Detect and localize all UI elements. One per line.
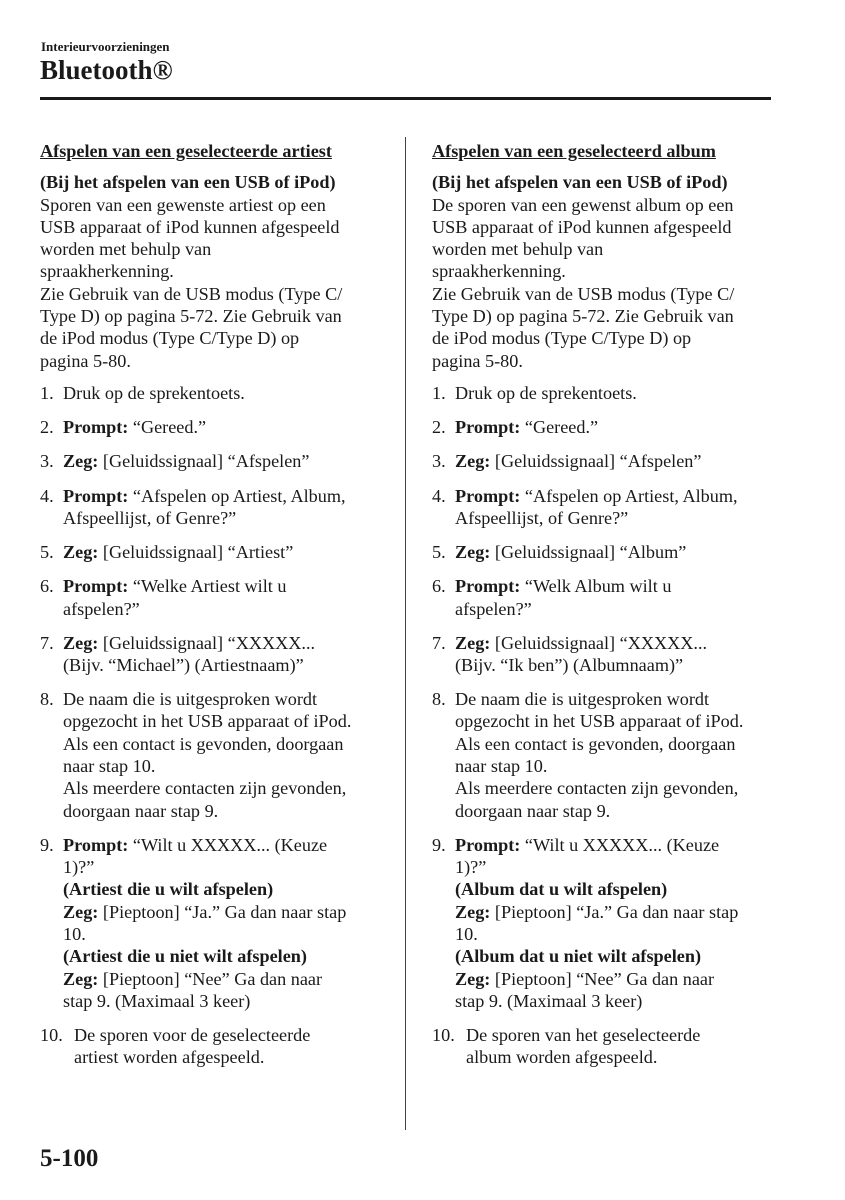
step-line bbox=[63, 688, 385, 710]
intro-line: Type D) op pagina 5-72. Zie Gebruik van bbox=[432, 306, 734, 327]
step-item bbox=[40, 485, 385, 530]
step-line bbox=[63, 800, 385, 822]
step-number: 1. bbox=[40, 382, 54, 403]
step-fragment: “Gereed.” bbox=[520, 417, 599, 438]
intro-line: De sporen van een gewenst album op een bbox=[432, 194, 734, 215]
step-line bbox=[455, 777, 777, 799]
step-keyword: Prompt: bbox=[63, 417, 129, 438]
step-text bbox=[455, 416, 777, 438]
step-line bbox=[455, 834, 777, 856]
step-item bbox=[432, 541, 777, 563]
step-line bbox=[455, 945, 777, 967]
step-fragment: opgezocht in het USB apparaat of iPod. bbox=[63, 711, 352, 732]
step-keyword: Prompt: bbox=[455, 485, 521, 506]
step-fragment: Druk op de sprekentoets. bbox=[63, 382, 245, 403]
step-fragment: “Wilt u XXXXX... (Keuze bbox=[520, 834, 720, 855]
step-text bbox=[455, 382, 777, 404]
step-line bbox=[455, 923, 777, 945]
step-keyword: Prompt: bbox=[63, 834, 129, 855]
step-fragment: Als een contact is gevonden, doorgaan bbox=[455, 733, 736, 754]
step-fragment: Als een contact is gevonden, doorgaan bbox=[63, 733, 344, 754]
step-line bbox=[63, 450, 385, 472]
step-text bbox=[63, 450, 385, 472]
step-item bbox=[40, 382, 385, 404]
step-number: 6. bbox=[432, 576, 446, 597]
step-line bbox=[63, 901, 385, 923]
step-text bbox=[455, 541, 777, 563]
step-number: 3. bbox=[432, 451, 446, 472]
intro-line: spraakherkenning. bbox=[40, 261, 174, 282]
step-line bbox=[455, 450, 777, 472]
step-fragment: album worden afgespeeld. bbox=[466, 1047, 658, 1068]
step-line bbox=[63, 990, 385, 1012]
step-number: 5. bbox=[40, 542, 54, 563]
step-keyword: Zeg: bbox=[455, 451, 491, 472]
step-line bbox=[455, 990, 777, 1012]
step-fragment: [Geluidssignaal] “Afspelen” bbox=[490, 451, 702, 472]
step-line bbox=[63, 878, 385, 900]
step-number: 8. bbox=[40, 689, 54, 710]
step-line bbox=[455, 800, 777, 822]
step-text bbox=[455, 450, 777, 472]
intro-line: worden met behulp van bbox=[432, 239, 604, 260]
step-fragment: stap 9. (Maximaal 3 keer) bbox=[63, 990, 251, 1011]
step-line bbox=[63, 945, 385, 967]
step-item bbox=[432, 688, 777, 822]
step-text bbox=[455, 632, 777, 677]
step-text bbox=[63, 575, 385, 620]
step-fragment: opgezocht in het USB apparaat of iPod. bbox=[455, 711, 744, 732]
step-item bbox=[40, 688, 385, 822]
step-fragment: 10. bbox=[455, 924, 478, 945]
step-fragment: “Welk Album wilt u bbox=[520, 576, 672, 597]
right-heading: Afspelen van een geselecteerd album bbox=[432, 141, 716, 161]
step-line bbox=[63, 416, 385, 438]
step-line bbox=[455, 485, 777, 507]
step-number: 4. bbox=[40, 485, 54, 506]
step-text bbox=[74, 1024, 385, 1069]
step-keyword: Prompt: bbox=[63, 485, 129, 506]
step-text bbox=[63, 632, 385, 677]
step-fragment: Druk op de sprekentoets. bbox=[455, 382, 637, 403]
step-keyword: Prompt: bbox=[455, 576, 521, 597]
step-fragment: doorgaan naar stap 9. bbox=[63, 800, 219, 821]
step-number: 9. bbox=[432, 834, 446, 855]
step-keyword: (Artiest die u wilt afspelen) bbox=[63, 879, 274, 900]
step-line bbox=[455, 654, 777, 676]
step-line bbox=[455, 598, 777, 620]
step-line bbox=[63, 575, 385, 597]
intro-line: worden met behulp van bbox=[40, 239, 212, 260]
step-number: 9. bbox=[40, 834, 54, 855]
step-keyword: Zeg: bbox=[455, 901, 491, 922]
step-fragment: (Bijv. “Michael”) (Artiestnaam)” bbox=[63, 654, 304, 675]
step-fragment: “Afspelen op Artiest, Album, bbox=[128, 485, 346, 506]
step-number: 5. bbox=[432, 542, 446, 563]
step-line bbox=[455, 688, 777, 710]
step-keyword: Zeg: bbox=[63, 901, 99, 922]
step-line bbox=[63, 632, 385, 654]
step-keyword: Zeg: bbox=[63, 968, 99, 989]
step-keyword: Prompt: bbox=[455, 834, 521, 855]
step-text bbox=[455, 834, 777, 1012]
step-number: 2. bbox=[40, 417, 54, 438]
step-fragment: [Pieptoon] “Ja.” Ga dan naar stap bbox=[490, 901, 739, 922]
step-line bbox=[455, 632, 777, 654]
step-item bbox=[40, 575, 385, 620]
right-column bbox=[432, 140, 777, 1081]
column-divider bbox=[405, 137, 406, 1130]
step-fragment: “Wilt u XXXXX... (Keuze bbox=[128, 834, 328, 855]
right-subheading: (Bij het afspelen van een USB of iPod) bbox=[432, 172, 728, 193]
step-keyword: Zeg: bbox=[455, 968, 491, 989]
step-number: 6. bbox=[40, 576, 54, 597]
left-intro bbox=[40, 194, 385, 372]
title-rule bbox=[40, 97, 771, 100]
step-fragment: De sporen voor de geselecteerde bbox=[74, 1025, 311, 1046]
step-fragment: naar stap 10. bbox=[455, 756, 548, 777]
step-line bbox=[455, 575, 777, 597]
step-keyword: (Album dat u niet wilt afspelen) bbox=[455, 946, 702, 967]
step-keyword: Prompt: bbox=[455, 417, 521, 438]
step-line bbox=[63, 485, 385, 507]
step-line bbox=[466, 1046, 777, 1068]
step-fragment: [Pieptoon] “Nee” Ga dan naar bbox=[98, 968, 323, 989]
step-text bbox=[455, 688, 777, 822]
intro-line: de iPod modus (Type C/Type D) op bbox=[432, 328, 692, 349]
step-line bbox=[63, 541, 385, 563]
step-line bbox=[74, 1024, 385, 1046]
step-number: 10. bbox=[40, 1025, 63, 1046]
intro-line: pagina 5-80. bbox=[432, 350, 523, 371]
step-fragment: [Geluidssignaal] “Afspelen” bbox=[98, 451, 310, 472]
step-fragment: [Geluidssignaal] “XXXXX... bbox=[490, 632, 708, 653]
step-fragment: “Gereed.” bbox=[128, 417, 207, 438]
page-title: Bluetooth® bbox=[40, 55, 173, 85]
step-line bbox=[63, 777, 385, 799]
step-text bbox=[466, 1024, 777, 1069]
step-item bbox=[40, 541, 385, 563]
step-fragment: [Pieptoon] “Nee” Ga dan naar bbox=[490, 968, 715, 989]
step-number: 7. bbox=[40, 632, 54, 653]
intro-line: Zie Gebruik van de USB modus (Type C/ bbox=[432, 283, 735, 304]
step-line bbox=[455, 541, 777, 563]
section-label: Interieurvoorzieningen bbox=[41, 39, 170, 54]
step-keyword: Zeg: bbox=[455, 632, 491, 653]
step-text bbox=[63, 416, 385, 438]
step-line bbox=[455, 968, 777, 990]
intro-line: Type D) op pagina 5-72. Zie Gebruik van bbox=[40, 306, 342, 327]
step-number: 8. bbox=[432, 689, 446, 710]
step-fragment: De sporen van het geselecteerde bbox=[466, 1025, 701, 1046]
intro-line: pagina 5-80. bbox=[40, 350, 131, 371]
step-number: 1. bbox=[432, 382, 446, 403]
intro-line: spraakherkenning. bbox=[432, 261, 566, 282]
step-fragment: De naam die is uitgesproken wordt bbox=[455, 689, 710, 710]
step-number: 3. bbox=[40, 451, 54, 472]
step-item bbox=[432, 1024, 777, 1069]
step-fragment: 1)?” bbox=[455, 857, 487, 878]
step-line bbox=[63, 923, 385, 945]
step-fragment: afspelen?” bbox=[63, 598, 140, 619]
step-item bbox=[432, 416, 777, 438]
step-number: 7. bbox=[432, 632, 446, 653]
step-fragment: “Afspelen op Artiest, Album, bbox=[520, 485, 738, 506]
step-text bbox=[63, 834, 385, 1012]
step-fragment: naar stap 10. bbox=[63, 756, 156, 777]
step-keyword: Zeg: bbox=[63, 542, 99, 563]
step-fragment: [Pieptoon] “Ja.” Ga dan naar stap bbox=[98, 901, 347, 922]
step-line bbox=[63, 856, 385, 878]
intro-line: Sporen van een gewenste artiest op een bbox=[40, 194, 326, 215]
left-steps bbox=[40, 382, 385, 1069]
step-line bbox=[63, 733, 385, 755]
step-fragment: 1)?” bbox=[63, 857, 95, 878]
left-column bbox=[40, 140, 385, 1081]
step-item bbox=[40, 632, 385, 677]
step-text bbox=[455, 575, 777, 620]
step-item bbox=[432, 450, 777, 472]
step-line bbox=[63, 834, 385, 856]
step-line bbox=[63, 598, 385, 620]
step-fragment: [Geluidssignaal] “XXXXX... bbox=[98, 632, 316, 653]
step-text bbox=[63, 541, 385, 563]
right-intro bbox=[432, 194, 777, 372]
step-keyword: Zeg: bbox=[63, 451, 99, 472]
step-line bbox=[455, 733, 777, 755]
step-fragment: De naam die is uitgesproken wordt bbox=[63, 689, 318, 710]
step-item bbox=[40, 1024, 385, 1069]
step-line bbox=[455, 856, 777, 878]
step-line bbox=[455, 507, 777, 529]
step-fragment: 10. bbox=[63, 924, 86, 945]
step-text bbox=[63, 382, 385, 404]
step-fragment: [Geluidssignaal] “Artiest” bbox=[98, 542, 294, 563]
step-item bbox=[40, 416, 385, 438]
step-fragment: Als meerdere contacten zijn gevonden, bbox=[455, 778, 739, 799]
step-keyword: Zeg: bbox=[63, 632, 99, 653]
step-item bbox=[432, 382, 777, 404]
step-line bbox=[63, 755, 385, 777]
step-fragment: afspelen?” bbox=[455, 598, 532, 619]
step-number: 4. bbox=[432, 485, 446, 506]
step-line bbox=[455, 382, 777, 404]
step-line bbox=[63, 654, 385, 676]
intro-line: de iPod modus (Type C/Type D) op bbox=[40, 328, 300, 349]
step-fragment: artiest worden afgespeeld. bbox=[74, 1047, 265, 1068]
right-steps bbox=[432, 382, 777, 1069]
step-line bbox=[455, 710, 777, 732]
step-keyword: Prompt: bbox=[63, 576, 129, 597]
step-fragment: “Welke Artiest wilt u bbox=[128, 576, 287, 597]
intro-line: USB apparaat of iPod kunnen afgespeeld bbox=[432, 216, 732, 237]
step-fragment: [Geluidssignaal] “Album” bbox=[490, 542, 687, 563]
left-heading: Afspelen van een geselecteerde artiest bbox=[40, 141, 332, 161]
step-keyword: Zeg: bbox=[455, 542, 491, 563]
step-item bbox=[432, 485, 777, 530]
step-line bbox=[63, 710, 385, 732]
step-keyword: (Album dat u wilt afspelen) bbox=[455, 879, 668, 900]
step-fragment: doorgaan naar stap 9. bbox=[455, 800, 611, 821]
step-line bbox=[455, 878, 777, 900]
step-fragment: stap 9. (Maximaal 3 keer) bbox=[455, 990, 643, 1011]
intro-line: Zie Gebruik van de USB modus (Type C/ bbox=[40, 283, 343, 304]
step-fragment: Als meerdere contacten zijn gevonden, bbox=[63, 778, 347, 799]
step-line bbox=[63, 382, 385, 404]
page-number: 5-100 bbox=[40, 1145, 99, 1172]
intro-line: USB apparaat of iPod kunnen afgespeeld bbox=[40, 216, 340, 237]
step-fragment: Afspeellijst, of Genre?” bbox=[63, 507, 237, 528]
step-line bbox=[455, 901, 777, 923]
step-text bbox=[63, 688, 385, 822]
step-line bbox=[455, 755, 777, 777]
step-fragment: Afspeellijst, of Genre?” bbox=[455, 507, 629, 528]
step-line bbox=[63, 968, 385, 990]
step-text bbox=[63, 485, 385, 530]
step-item bbox=[432, 632, 777, 677]
step-text bbox=[455, 485, 777, 530]
step-item bbox=[40, 834, 385, 1012]
step-number: 2. bbox=[432, 417, 446, 438]
step-item bbox=[432, 834, 777, 1012]
step-fragment: (Bijv. “Ik ben”) (Albumnaam)” bbox=[455, 654, 684, 675]
step-line bbox=[63, 507, 385, 529]
step-item bbox=[40, 450, 385, 472]
left-subheading: (Bij het afspelen van een USB of iPod) bbox=[40, 172, 336, 193]
step-keyword: (Artiest die u niet wilt afspelen) bbox=[63, 946, 307, 967]
step-line bbox=[466, 1024, 777, 1046]
step-line bbox=[74, 1046, 385, 1068]
step-number: 10. bbox=[432, 1025, 455, 1046]
step-item bbox=[432, 575, 777, 620]
step-line bbox=[455, 416, 777, 438]
